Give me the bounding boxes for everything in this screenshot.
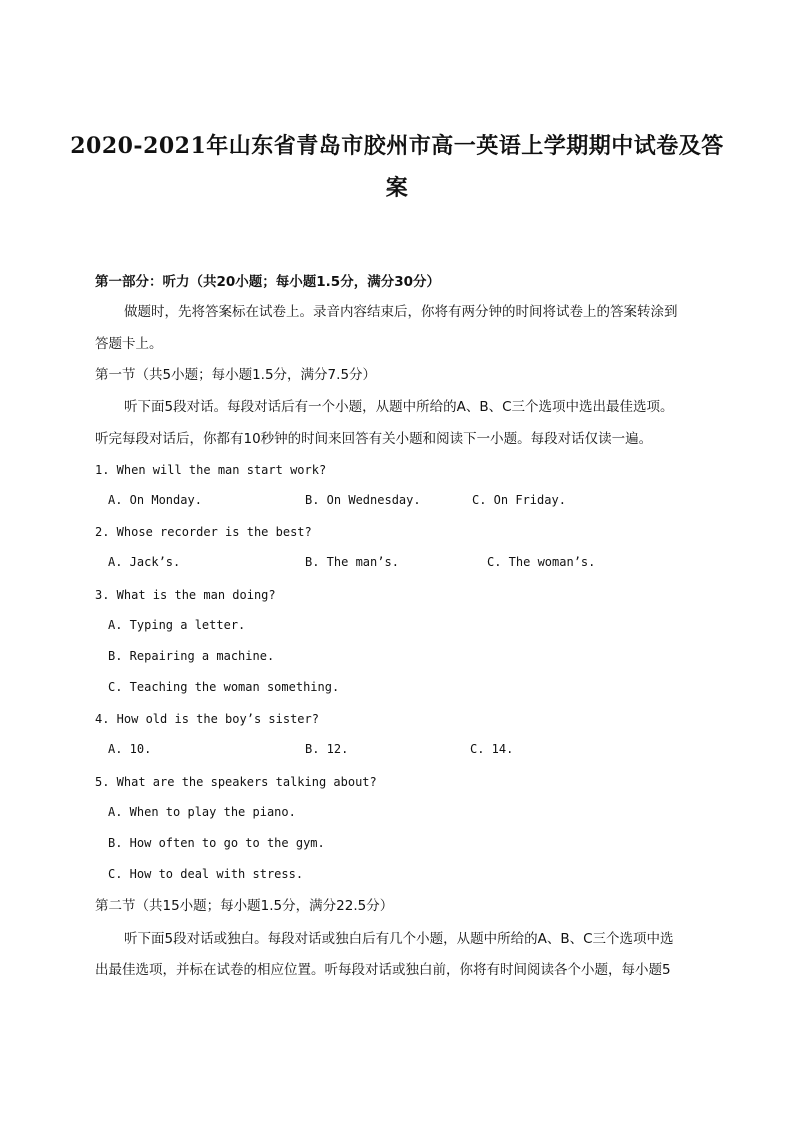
question-4-option-c: C. 14. [470,742,514,756]
document-title-line2: 案 [385,175,409,201]
section1-instr-line1: 听下面5段对话。每段对话后有一个小题，从题中所给的A、B、C三个选项中选出最佳选项。 [124,399,674,415]
question-4-option-b: B. 12. [305,742,349,756]
question-2-stem: 2. Whose recorder is the best? [95,525,312,539]
section2-heading: 第二节（共15小题；每小题1.5分，满分22.5分） [95,898,394,914]
instructions-line2: 答题卡上。 [95,336,163,352]
section1-instr-line2: 听完每段对话后，你都有10秒钟的时间来回答有关小题和阅读下一小题。每段对话仅读一遍。 [95,431,653,447]
section2-instr-line2: 出最佳选项，并标在试卷的相应位置。听每段对话或独白前，你将有时间阅读各个小题，每小题5 [95,962,671,978]
document-title-line1: 2020-2021年山东省青岛市胶州市高一英语上学期期中试卷及答 [70,133,724,159]
question-5-stem: 5. What are the speakers talking about? [95,775,377,789]
section2-instr-line1: 听下面5段对话或独白。每段对话或独白后有几个小题，从题中所给的A、B、C三个选项中选 [124,931,674,947]
instructions-line1: 做题时，先将答案标在试卷上。录音内容结束后，你将有两分钟的时间将试卷上的答案转涂到 [124,304,678,320]
question-1-option-b: B. On Wednesday. [305,493,421,507]
question-3-option-a: A. Typing a letter. [108,618,246,632]
question-5-option-b: B. How often to go to the gym. [108,836,325,850]
question-5-option-a: A. When to play the piano. [108,805,296,819]
part1-heading: 第一部分：听力（共20小题；每小题1.5分，满分30分） [95,274,440,290]
question-5-option-c: C. How to deal with stress. [108,867,304,881]
question-1-option-a: A. On Monday. [108,493,202,507]
question-3-option-c: C. Teaching the woman something. [108,680,340,694]
question-1-stem: 1. When will the man start work? [95,463,327,477]
question-2-option-b: B. The man’s. [305,555,399,569]
question-4-stem: 4. How old is the boy’s sister? [95,712,319,726]
question-3-option-b: B. Repairing a machine. [108,649,275,663]
question-1-option-c: C. On Friday. [472,493,566,507]
question-4-option-a: A. 10. [108,742,152,756]
question-3-stem: 3. What is the man doing? [95,588,276,602]
section1-heading: 第一节（共5小题；每小题1.5分，满分7.5分） [95,367,377,383]
question-2-option-a: A. Jack’s. [108,555,181,569]
question-2-option-c: C. The woman’s. [487,555,596,569]
